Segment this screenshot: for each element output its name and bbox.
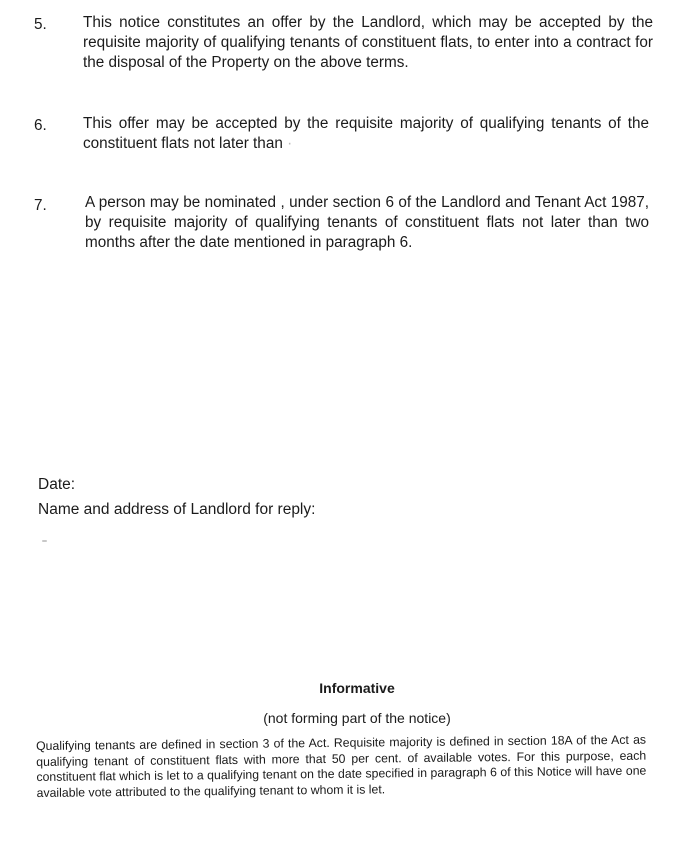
- date-label: Date:: [38, 476, 76, 493]
- paragraph-6-number: 6.: [34, 117, 47, 134]
- paragraph-6-text: [83, 114, 649, 154]
- landlord-address-label: Name and address of Landlord for reply:: [38, 501, 316, 518]
- paragraph-6-faint-mark: ·: [287, 135, 293, 152]
- paragraph-6-body: This offer may be accepted by the requisite majority of qualifying tenants of the constituent flats not later than: [83, 115, 649, 152]
- informative-title: Informative: [319, 680, 395, 696]
- paragraph-7: [0, 193, 700, 255]
- informative-body: Qualifying tenants are defined in section 3 of the Act. Requisite majority is defined in section 18A of the Act as qualifying tenant of constituent flats with more that 50 per cent. of available votes. For this purpose, each constituent flat which is let to a qualifying tenant on the date specified in paragraph 6 of this Notice will have one available vote attributed to the qualifying tenant to whom it is let.: [36, 732, 647, 800]
- paragraph-7-number: 7.: [34, 197, 47, 214]
- paragraph-5-number: 5.: [34, 16, 47, 33]
- scan-speck: [42, 540, 47, 542]
- paragraph-6: [0, 114, 700, 156]
- informative-subtitle: (not forming part of the notice): [263, 710, 451, 726]
- paragraph-5: [0, 13, 700, 75]
- paragraph-5-text: This notice constitutes an offer by the Landlord, which may be accepted by the requisite majority of qualifying tenants of constituent flats, to enter into a contract for the disposal of the Property on the above terms.: [83, 14, 653, 71]
- paragraph-7-text: A person may be nominated , under section 6 of the Landlord and Tenant Act 1987, by requisite majority of qualifying tenants of constituent flats not later than two months after the date mentioned in paragraph 6.: [85, 194, 649, 251]
